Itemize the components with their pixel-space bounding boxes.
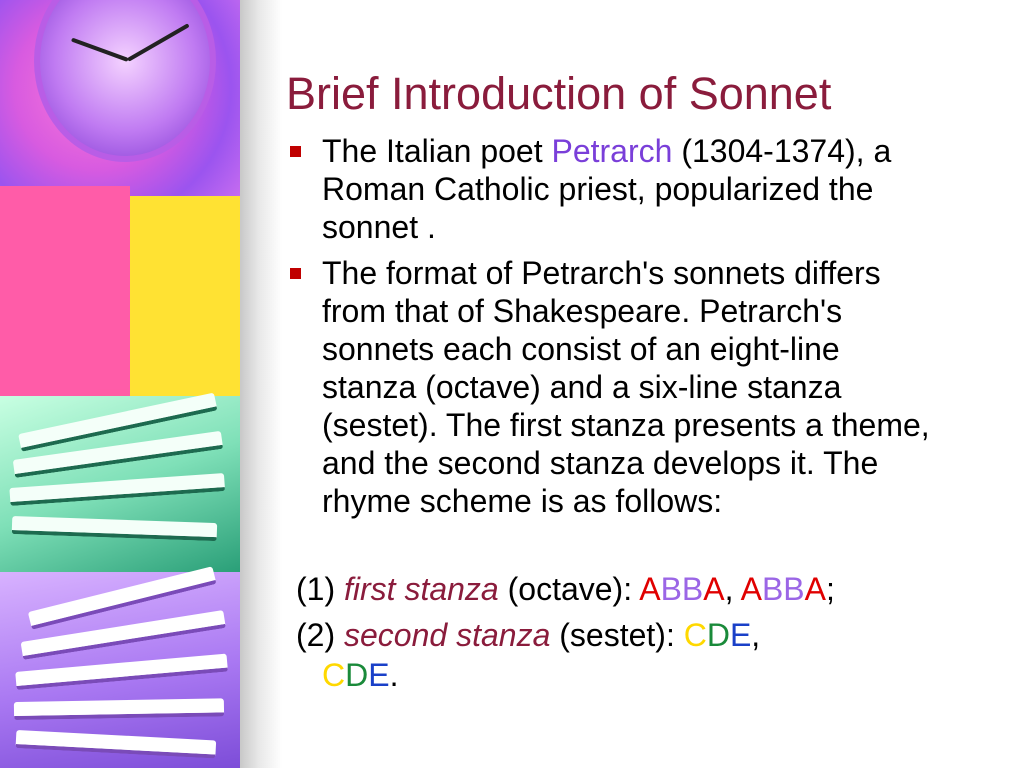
bullet-marker <box>290 146 301 157</box>
left-image-strip <box>0 0 240 768</box>
clock-face <box>34 0 216 162</box>
bullet-list <box>286 132 986 528</box>
rhyme-end: ; <box>825 571 835 607</box>
stanza-label: second stanza <box>344 617 551 653</box>
pink-background-shape <box>0 186 130 406</box>
rhyme-letter: E <box>729 617 752 653</box>
purple-books-image <box>0 572 240 768</box>
rhyme-number: (1) <box>296 571 344 607</box>
bullet-text: (1304-1374), a Roman Catholic priest, popularized the sonnet . <box>322 133 892 245</box>
slide-title: Brief Introduction of Sonnet <box>286 68 832 119</box>
rhyme-letter: A <box>703 571 725 607</box>
book-shape <box>12 516 218 541</box>
bullet-marker <box>290 268 301 279</box>
petrarch-highlight: Petrarch <box>551 133 673 169</box>
stanza-description: (octave): <box>498 571 640 607</box>
purple-clock-image <box>0 0 240 196</box>
rhyme-end: . <box>389 657 399 693</box>
book-shape <box>14 698 224 720</box>
clock-hour-hand <box>71 38 129 62</box>
book-shape <box>9 473 225 506</box>
rhyme-letter: B <box>761 571 784 607</box>
rhyme-line-sestet <box>296 616 760 654</box>
rhyme-letter: D <box>706 617 730 653</box>
green-books-image <box>0 396 240 572</box>
rhyme-letter: D <box>345 657 369 693</box>
book-shape <box>16 730 217 758</box>
rhyme-letter: A <box>639 571 661 607</box>
rhyme-letter: C <box>322 657 346 693</box>
bullet-item <box>286 254 942 520</box>
bullet-text: The Italian poet <box>322 133 552 169</box>
rhyme-letter: B <box>681 571 704 607</box>
bullet-item <box>286 132 902 246</box>
rhyme-line-octave <box>296 570 835 608</box>
rhyme-line-sestet-continued <box>322 656 398 694</box>
rhyme-letter: A <box>804 571 826 607</box>
clock-minute-hand <box>127 23 190 61</box>
stanza-description: (sestet): <box>550 617 684 653</box>
book-shape <box>15 654 228 690</box>
rhyme-separator: , <box>751 617 761 653</box>
rhyme-letter: A <box>740 571 762 607</box>
orange-clock-image <box>0 196 240 396</box>
rhyme-letter: E <box>368 657 390 693</box>
bullet-text: The format of Petrarch's sonnets differs from that of Shakespeare. Petrarch's sonnets each consist of an eight-line stanza (octave) and a six-line stanza (sestet). The first stanza presents a theme, and the second stanza develops it. The rhyme scheme is as follows: <box>322 255 930 519</box>
rhyme-letter: B <box>660 571 682 607</box>
stanza-label: first stanza <box>344 571 499 607</box>
rhyme-separator: , <box>724 571 741 607</box>
rhyme-letter: B <box>783 571 805 607</box>
strip-shadow <box>240 0 282 768</box>
rhyme-letter: C <box>683 617 707 653</box>
rhyme-number: (2) <box>296 617 344 653</box>
